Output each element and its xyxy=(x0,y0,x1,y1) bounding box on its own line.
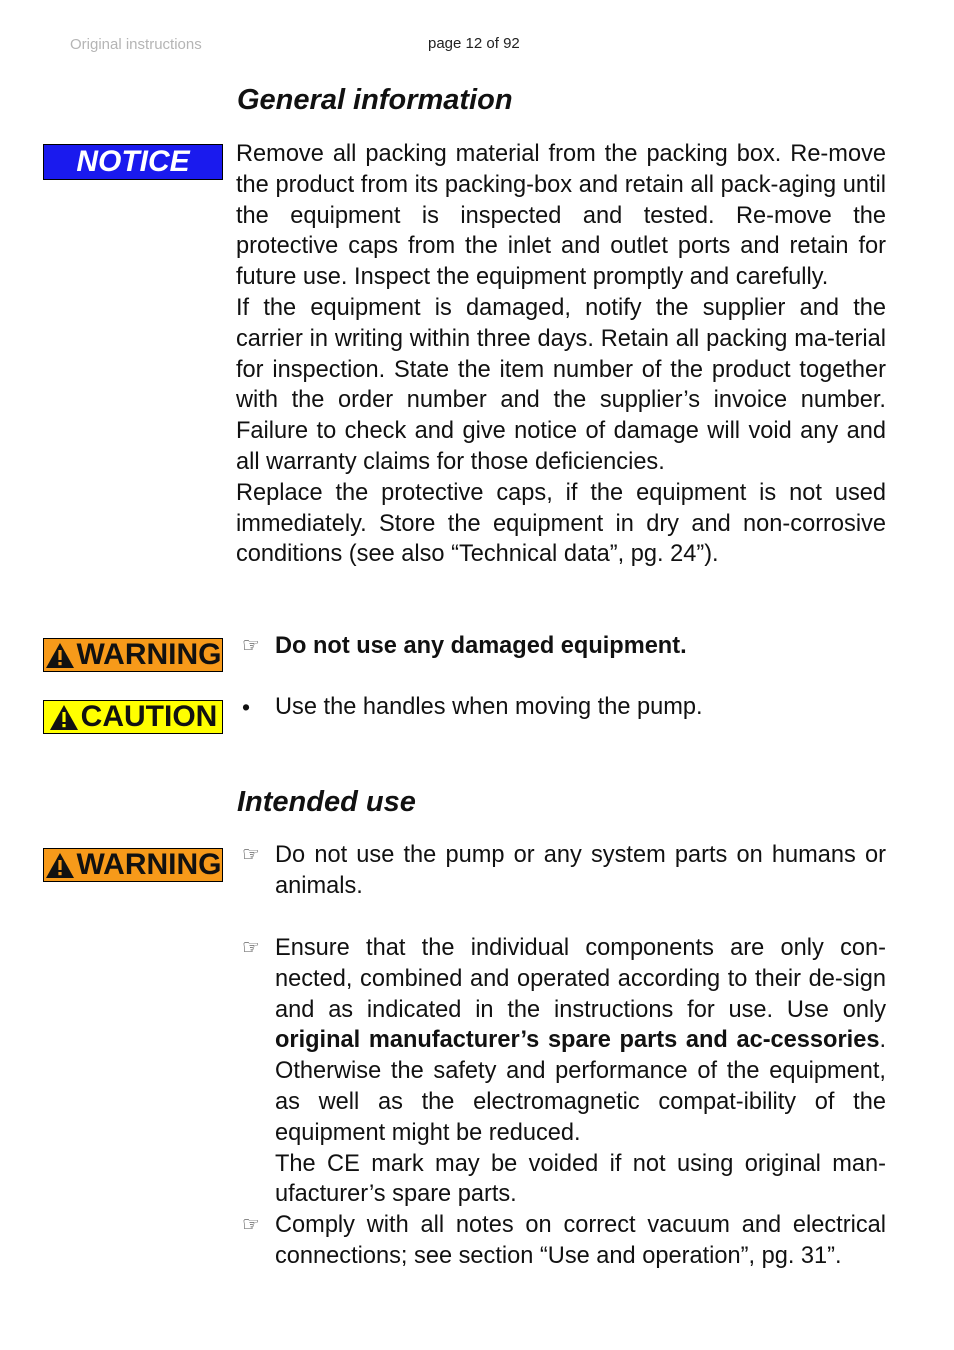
intended-item-connections xyxy=(242,1210,886,1272)
notice-label xyxy=(43,144,223,180)
warning-label xyxy=(43,848,223,882)
warning-triangle-icon xyxy=(49,704,79,731)
caution-label xyxy=(43,700,223,734)
pointing-hand-icon: ☞ xyxy=(242,937,260,959)
pointing-hand-icon: ☞ xyxy=(242,1214,260,1236)
warning-triangle-icon xyxy=(45,642,75,669)
caution-label-text: CAUTION xyxy=(80,700,218,733)
intended-text-connections: Comply with all notes on correct vacuum and electrical connections; see section “Use and operation”, pg. 31”. xyxy=(275,1212,886,1269)
intended-item-humans-animals xyxy=(242,840,886,902)
intended-text-ce-mark: The CE mark may be voided if not using original man-ufacturer’s spare parts. xyxy=(275,1150,886,1208)
warning-text: Do not use any damaged equipment. xyxy=(275,633,687,659)
pointing-hand-icon: ☞ xyxy=(242,635,260,657)
intended-item-components xyxy=(242,933,886,1210)
notice-label-text: NOTICE xyxy=(76,145,190,178)
paragraph-damage: If the equipment is damaged, notify the supplier and the carrier in writing within three days. Retain all packing ma-terial for inspection. State the item number of the product together with the order number and the supplier’s invoice number. Failure to check and give notice of damage will void any and all warranty claims for those deficiencies. xyxy=(236,294,886,475)
warning-label-text: WARNING xyxy=(76,638,222,671)
paragraph-packing: Remove all packing material from the packing box. Re-move the product from its packing-box and retain all pack-aging until the equipment is inspected and tested. Re-move the protective caps from the inlet and outlet ports and retain for future use. Inspect the equipment promptly and carefully. xyxy=(236,141,886,291)
page-number: page 12 of 92 xyxy=(428,35,520,52)
text-run: . Otherwise the safety and performance of the equipment, as well as the electromagnetic compat-ibility of the equipment might be reduced. xyxy=(275,1027,886,1146)
caution-item-handles xyxy=(242,692,886,723)
warning-label-text: WARNING xyxy=(76,848,222,881)
caution-text: Use the handles when moving the pump. xyxy=(275,694,703,720)
general-information-body xyxy=(236,139,886,570)
intended-text-humans-animals: Do not use the pump or any system parts on humans or animals. xyxy=(275,842,886,899)
section-heading-intended-use: Intended use xyxy=(237,786,416,818)
bullet-icon: • xyxy=(242,694,251,720)
paragraph-storage: Replace the protective caps, if the equipment is not used immediately. Store the equipment in dry and non-corrosive conditions (see also “Technical data”, pg. 24”). xyxy=(236,479,886,568)
warning-label xyxy=(43,638,223,672)
section-heading-general-information: General information xyxy=(237,84,513,116)
document-title: Original instructions xyxy=(70,36,202,53)
intended-text-components xyxy=(275,933,886,1149)
warning-item-damaged-equipment xyxy=(242,631,886,662)
pointing-hand-icon: ☞ xyxy=(242,844,260,866)
bold-text-spare-parts: original manufacturer’s spare parts and ac-cessories xyxy=(275,1027,880,1054)
text-run: Ensure that the individual components are only con-nected, combined and operated according to their de-sign and as indicated in the instructions for use. Use only xyxy=(275,935,886,1023)
warning-triangle-icon xyxy=(45,852,75,879)
